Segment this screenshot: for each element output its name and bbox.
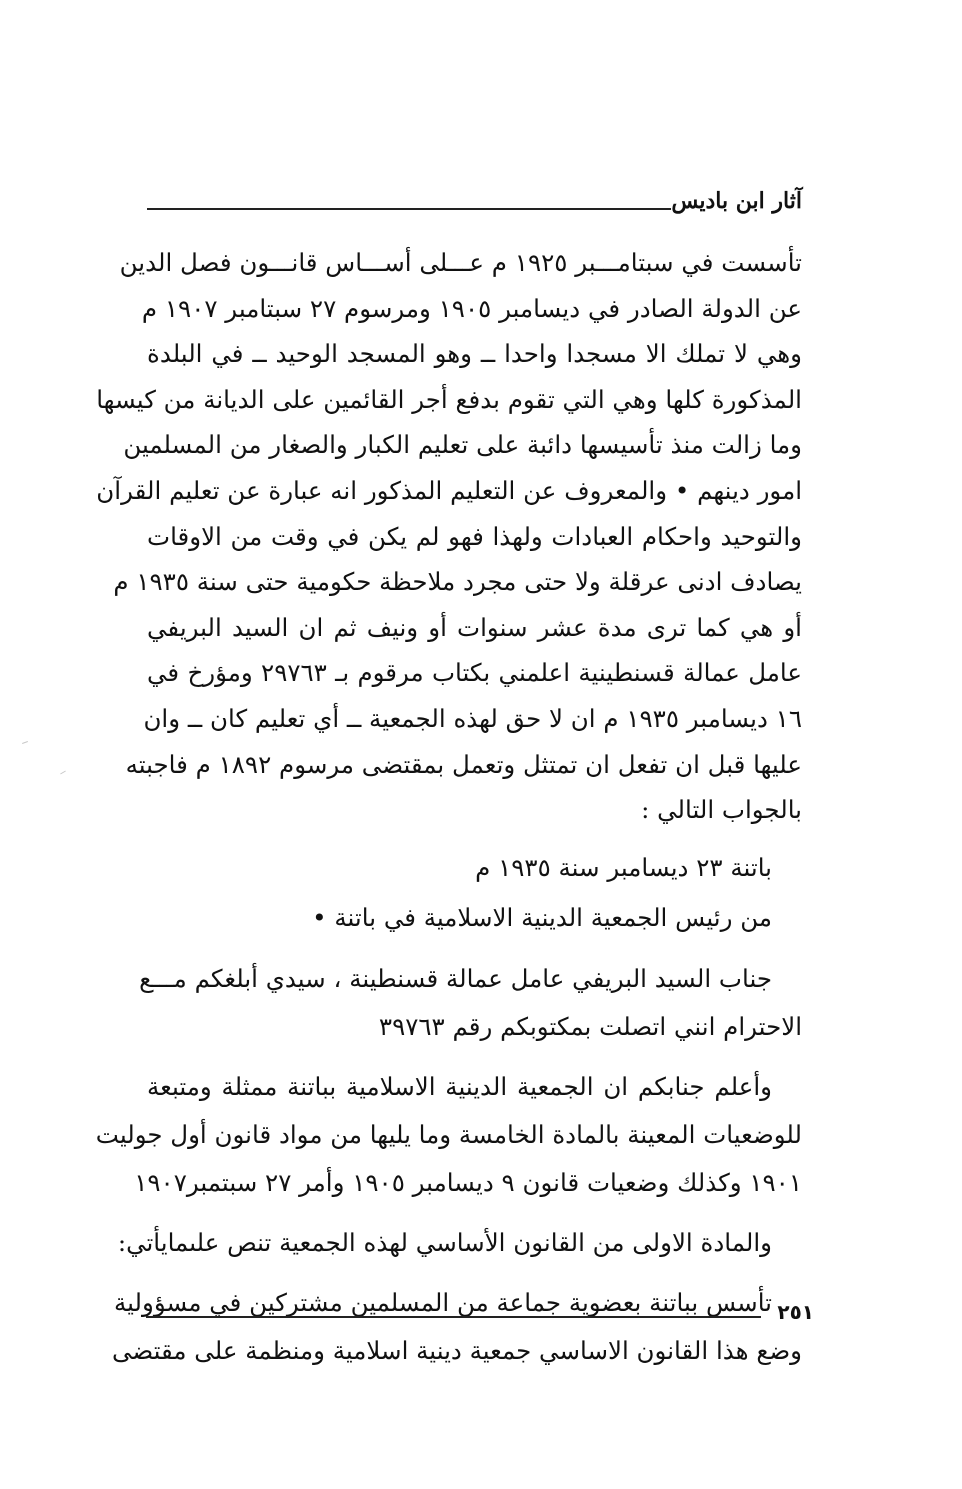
letter-place-date: باتنة ٢٣ ديسامبر سنة ١٩٣٥ م <box>475 852 772 882</box>
text-line: والتوحيد واحكام العبادات ولهذا فهو لم يكن في وقت من الاوقات <box>147 521 802 551</box>
scan-speck <box>60 771 66 775</box>
text-line: الاحترام انني اتصلت بمكتوبكم رقم ٣٩٧٦٣ <box>378 1011 802 1041</box>
text-line: أو هي كما ترى مدة عشر سنوات أو ونيف ثم ان السيد البريفي <box>147 612 802 642</box>
page-footer <box>146 1292 814 1324</box>
text-line: وأعلم جنابكم ان الجمعية الدينية الاسلامية بباتنة ممثلة ومتبعة <box>147 1071 772 1101</box>
text-line: المذكورة كلها وهي التي تقوم بدفع أجر القائمين على الديانة من كيسها <box>96 384 802 414</box>
text-line: امور دينهم • والمعروف عن التعليم المذكور انه عبارة عن تعليم القرآن <box>96 475 802 505</box>
running-title: آثار ابن باديس <box>671 188 802 214</box>
letter-heading <box>147 843 802 943</box>
text-line: عامل عمالة قسنطينية اعلمني بكتاب مرقوم بـ ٢٩٧٦٣ ومؤرخ في <box>147 658 802 688</box>
paragraph-3 <box>95 1063 802 1207</box>
text-line: بالجواب التالي : <box>641 795 802 825</box>
text-line: جناب السيد البريفي عامل عمالة قسنطينة ، سيدي أبلغكم مـــع <box>139 963 772 993</box>
paragraph-1 <box>96 240 802 833</box>
body-text <box>95 240 802 1375</box>
text-line: ١٦ ديسامبر ١٩٣٥ م ان لا حق لهذه الجمعية ــ أي تعليم كان ــ وان <box>143 703 802 733</box>
text-line: تأسس بباتنة بعضوية جماعة من المسلمين مشتركين في مسؤولية <box>114 1287 772 1317</box>
text-line: للوضعيات المعينة بالمادة الخامسة وما يليها من مواد قانون أول جوليت <box>95 1119 802 1149</box>
text-line: عليها قبل ان تفعل ان تمتثل وتعمل بمقتضى مرسوم ١٨٩٢ م فاجبته <box>125 749 802 779</box>
text-line: يصادف ادنى عرقلة ولا حتى مجرد ملاحظة حكومية حتى سنة ١٩٣٥ م <box>113 567 802 597</box>
page-number: ٢٥١ <box>777 1300 814 1324</box>
running-header <box>147 176 802 216</box>
text-line: وهي لا تملك الا مسجدا واحدا ــ وهو المسجد الوحيد ــ في البلدة <box>147 339 802 369</box>
footer-rule <box>146 1316 761 1318</box>
scan-speck <box>22 741 28 744</box>
text-line: تأسست في سبتامـــبر ١٩٢٥ م عـــلى أســـاس قانـــون فصل الدين <box>119 248 802 277</box>
letter-sender: من رئيس الجمعية الدينية الاسلامية في باتنة • <box>312 902 772 932</box>
text-line: ١٩٠١ وكذلك وضعيات قانون ٩ ديسامبر ١٩٠٥ وأمر ٢٧ سبتمبر١٩٠٧ <box>134 1167 802 1197</box>
text-line: عن الدولة الصادر في ديسامبر ١٩٠٥ ومرسوم ٢٧ سبتامبر ١٩٠٧ م <box>141 293 802 323</box>
text-line: وضع هذا القانون الاساسي جمعية دينية اسلامية ومنظمة على مقتضى <box>111 1335 802 1365</box>
text-line: والمادة الاولى من القانون الأساسي لهذه الجمعية تنص علىمايأتي: <box>117 1227 772 1257</box>
paragraph-4 <box>117 1219 802 1267</box>
header-rule <box>147 208 671 210</box>
paragraph-2 <box>139 955 802 1051</box>
text-line: وما زالت منذ تأسيسها دائبة على تعليم الكبار والصغار من المسلمين <box>123 430 802 460</box>
